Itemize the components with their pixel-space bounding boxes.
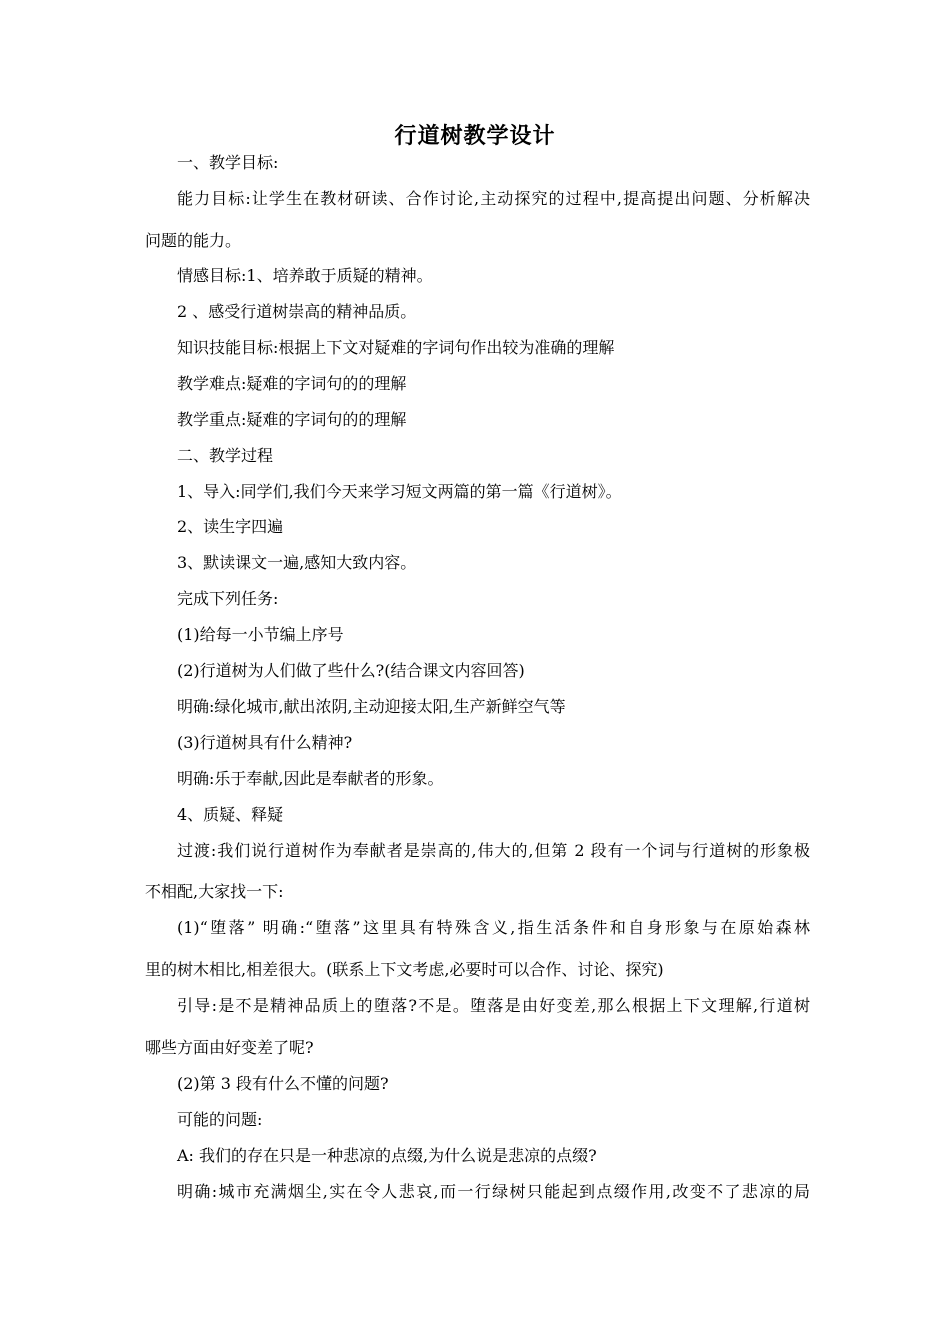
paragraph-line: 可能的问题: — [177, 1110, 263, 1129]
paragraph-line: 明确:城市充满烟尘,实在令人悲哀,而一行绿树只能起到点缀作用,改变不了悲凉的局 — [177, 1182, 810, 1201]
paragraph-line: A: 我们的存在只是一种悲凉的点缀,为什么说是悲凉的点缀? — [177, 1146, 597, 1165]
paragraph-line: 引导:是不是精神品质上的堕落?不是。堕落是由好变差,那么根据上下文理解,行道树 — [177, 996, 810, 1015]
paragraph-line: (1)给每一小节编上序号 — [177, 625, 344, 644]
paragraph-line: 教学难点:疑难的字词句的的理解 — [177, 374, 407, 393]
paragraph-line: 过渡:我们说行道树作为奉献者是崇高的,伟大的,但第 2 段有一个词与行道树的形象极 — [177, 841, 810, 860]
paragraph-line: 4、质疑、释疑 — [177, 805, 284, 824]
paragraph-line: 3、默读课文一遍,感知大致内容。 — [177, 553, 417, 572]
paragraph-line: (2)行道树为人们做了些什么?(结合课文内容回答) — [177, 661, 525, 680]
paragraph-line: 明确:绿化城市,献出浓阴,主动迎接太阳,生产新鲜空气等 — [177, 697, 566, 716]
paragraph-line: 知识技能目标:根据上下文对疑难的字词句作出较为准确的理解 — [177, 338, 615, 357]
paragraph-line: (2)第 3 段有什么不懂的问题? — [177, 1074, 389, 1093]
paragraph-line: 能力目标:让学生在教材研读、合作讨论,主动探究的过程中,提高提出问题、分析解决 — [177, 189, 810, 208]
paragraph-line: 明确:乐于奉献,因此是奉献者的形象。 — [177, 769, 444, 788]
paragraph-line: 2、读生字四遍 — [177, 517, 284, 536]
document-title: 行道树教学设计 — [394, 124, 556, 149]
paragraph-line: 情感目标:1、培养敢于质疑的精神。 — [177, 266, 433, 285]
paragraph-line: 不相配,大家找一下: — [145, 882, 284, 901]
paragraph-line: 完成下列任务: — [177, 589, 279, 608]
paragraph-line: (1)“堕落” 明确:“堕落”这里具有特殊含义,指生活条件和自身形象与在原始森林 — [177, 918, 810, 937]
paragraph-line: 1、导入:同学们,我们今天来学习短文两篇的第一篇《行道树》。 — [177, 482, 622, 501]
paragraph-line: 哪些方面由好变差了呢? — [145, 1038, 314, 1057]
paragraph-line: 问题的能力。 — [145, 231, 242, 250]
paragraph-line: 里的树木相比,相差很大。(联系上下文考虑,必要时可以合作、讨论、探究) — [145, 960, 664, 979]
paragraph-line: 2 、感受行道树崇高的精神品质。 — [177, 302, 417, 321]
section-heading-objectives: 一、教学目标: — [177, 153, 279, 172]
section-heading-process: 二、教学过程 — [177, 446, 274, 465]
paragraph-line: 教学重点:疑难的字词句的的理解 — [177, 410, 407, 429]
paragraph-line: (3)行道树具有什么精神? — [177, 733, 353, 752]
